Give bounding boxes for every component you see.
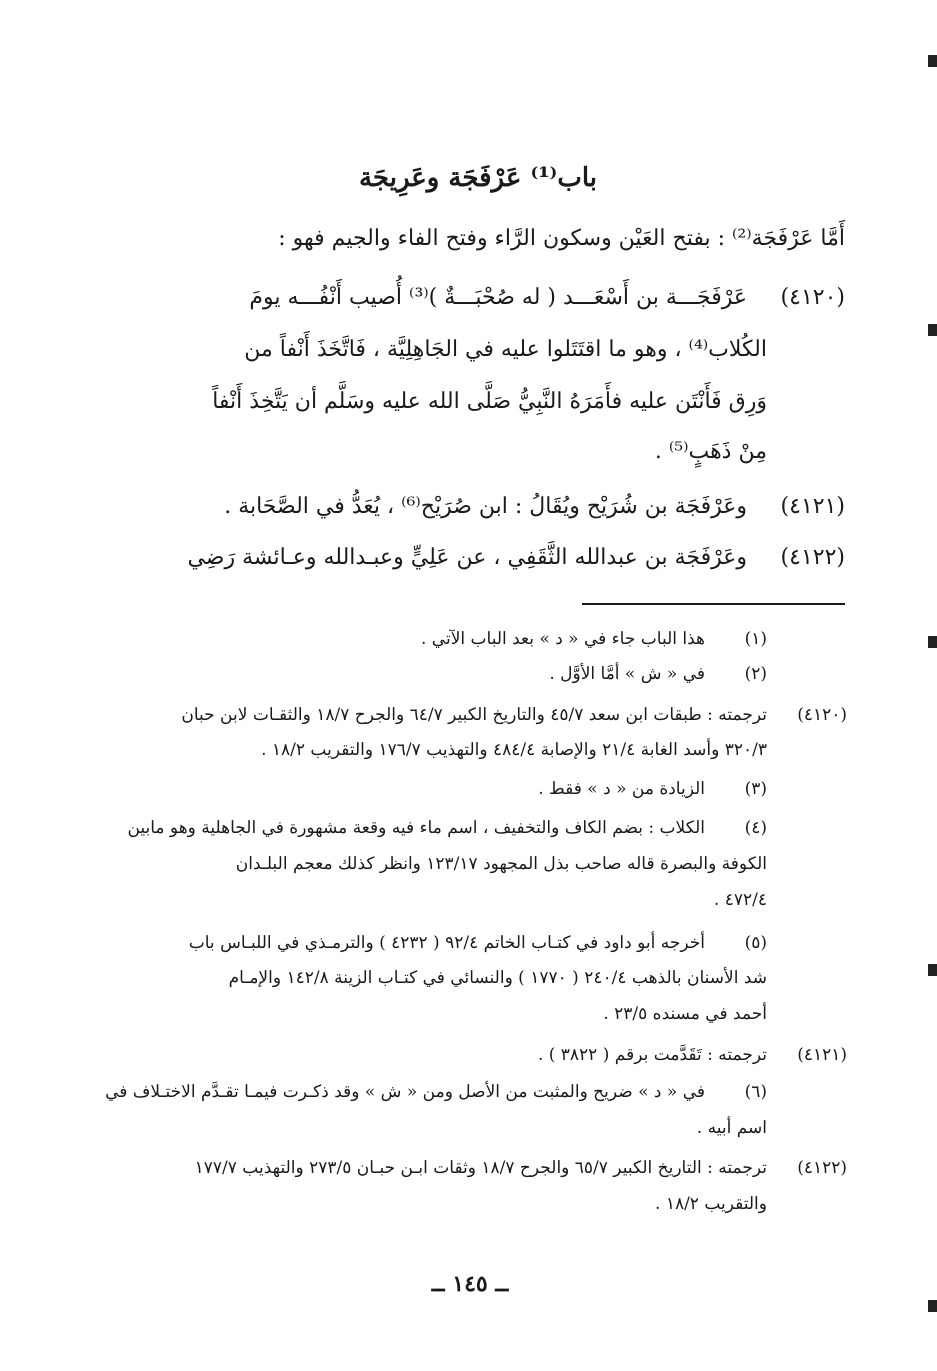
footnote-line: ٤٧٢/٤ . bbox=[713, 890, 767, 910]
footnote-line: ٣٢٠/٣ وأسد الغابة ٢١/٤ والإصابة ٤٨٤/٤ والتهذيب ١٧٦/٧ والتقريب ١٨/٢ . bbox=[261, 740, 767, 760]
footnote-number: (١) bbox=[744, 629, 767, 649]
footnote-line: أحمد في مسنده ٢٣/٥ . bbox=[603, 1004, 767, 1024]
footnote-line: ترجمته : التاريخ الكبير ٦٥/٧ والجرح ١٨/٧ وثقات ابـن حبـان ٢٧٣/٥ والتهذيب ١٧٧/٧ bbox=[194, 1158, 767, 1178]
footnote-line: والتقريب ١٨/٢ . bbox=[655, 1194, 767, 1214]
footnote-line: الزيادة من « د » فقط . bbox=[538, 779, 705, 799]
footnote-number: (٤١٢٠) bbox=[797, 705, 847, 725]
footnote-number: (٥) bbox=[744, 933, 767, 953]
footnote-number: (٢) bbox=[744, 664, 767, 684]
chapter-title: باب⁽¹⁾ عَرْفَجَة وعَرِيجَة bbox=[358, 163, 597, 193]
entry-line: وعَرْفَجَة بن شُرَيْح ويُقَالُ : ابن صُرَيْح⁽⁶⁾ ، يُعَدُّ في الصَّحَابة . bbox=[224, 494, 747, 519]
entry-line: عَرْفَجَـــة بن أَسْعَـــد ( له صُحْبَـــةٌ )⁽³⁾ أُصيب أَنْفُـــه يومَ bbox=[249, 285, 747, 310]
intro-line: أَمَّا عَرْفَجَة⁽²⁾ : بفتح العَيْن وسكون الرَّاء وفتح الفاء والجيم فهو : bbox=[278, 226, 845, 251]
footnote-line: ترجمته : طبقات ابن سعد ٤٥/٧ والتاريخ الكبير ٦٤/٧ والجرح ١٨/٧ والثقـات لابن حبان bbox=[181, 705, 767, 725]
footnote-number: (٦) bbox=[744, 1082, 767, 1102]
scan-mark bbox=[928, 964, 937, 976]
page-number: ــ ١٤٥ ــ bbox=[431, 1271, 509, 1297]
scan-mark bbox=[928, 55, 937, 67]
entry-number: (٤١٢٠) bbox=[780, 285, 845, 310]
entry-4122 bbox=[89, 545, 845, 585]
entry-4120 bbox=[89, 285, 845, 475]
entry-4121 bbox=[89, 494, 845, 534]
entry-number: (٤١٢٢) bbox=[780, 545, 845, 570]
scan-mark bbox=[928, 1300, 937, 1312]
entry-line: وعَرْفَجَة بن عبدالله الثَّقَفِي ، عن عَلِيٍّ وعبـدالله وعـائشة رَضِي bbox=[187, 545, 747, 570]
footnote-number: (٤) bbox=[744, 818, 767, 838]
footnote-line: هذا الباب جاء في « د » بعد الباب الآتي . bbox=[420, 629, 705, 649]
footnote-number: (٤١٢١) bbox=[797, 1045, 847, 1065]
footnote-line: اسم أبيه . bbox=[696, 1118, 767, 1138]
footnote-line: الكلاب : بضم الكاف والتخفيف ، اسم ماء فيه وقعة مشهورة في الجاهلية وهو مابين bbox=[127, 818, 705, 838]
entry-line: مِنْ ذَهَبٍ⁽⁵⁾ . bbox=[654, 439, 767, 464]
scan-mark bbox=[928, 324, 937, 336]
entry-line: الكُلاب⁽⁴⁾ ، وهو ما اقتَتَلوا عليه في الجَاهِلِيَّة ، فَاتَّخَذَ أَنْفاً من bbox=[244, 337, 767, 362]
scan-mark bbox=[928, 636, 937, 648]
footnote-line: شد الأسنان بالذهب ٢٤٠/٤ ( ١٧٧٠ ) والنسائي في كتـاب الزينة ١٤٢/٨ والإمـام bbox=[228, 968, 767, 988]
footnote-number: (٤١٢٢) bbox=[797, 1158, 847, 1178]
footnote-line: الكوفة والبصرة قاله صاحب بذل المجهود ١٢٣/١٧ وانظر كذلك معجم البلـدان bbox=[235, 854, 767, 874]
footnote-line: ترجمته : تَقَدَّمت برقم ( ٣٨٢٢ ) . bbox=[537, 1045, 767, 1065]
footnote-number: (٣) bbox=[744, 779, 767, 799]
footnote-line: أخرجه أبو داود في كتـاب الخاتم ٩٢/٤ ( ٤٢٣٢ ) والترمـذي في اللبـاس باب bbox=[188, 933, 705, 953]
footnote-separator bbox=[582, 603, 845, 605]
entry-line: وَرِق فَأَنْتَن عليه فأَمَرَهُ النَّبِيُّ صَلَّى الله عليه وسَلَّم أن يَتَّخِذَ أَنْفاً bbox=[212, 389, 767, 414]
entry-number: (٤١٢١) bbox=[780, 494, 845, 519]
footnote-line: في « د » ضريح والمثبت من الأصل ومن « ش » وقد ذكـرت فيمـا تقـدَّم الاختـلاف في bbox=[105, 1082, 705, 1102]
footnote-line: في « ش » أمَّا الأوَّل . bbox=[549, 664, 705, 684]
